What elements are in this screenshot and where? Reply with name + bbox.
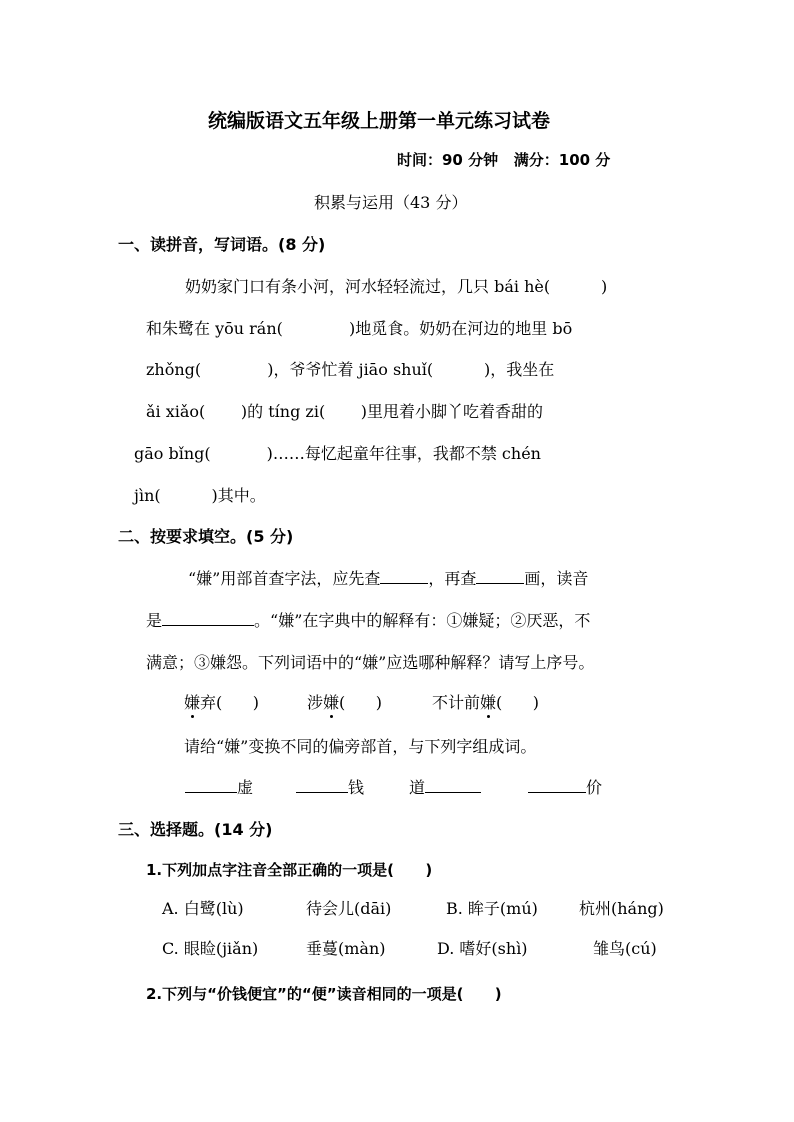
emphasis-char: 嫌 — [480, 690, 496, 713]
section1-heading: 一、读拼音，写词语。(8 分) — [118, 235, 326, 254]
section1-line: 奶奶家门口有条小河，河水轻轻流过，几只 bái hè( ) — [185, 277, 608, 296]
question-2: 2.下列与“价钱便宜”的“便”读音相同的一项是( ) — [146, 985, 502, 1003]
q1-option: 杭州(háng) — [579, 899, 664, 918]
section2-line1 — [188, 566, 588, 589]
q1-option: 雏鸟(cú) — [593, 939, 657, 958]
section2-line3: 满意；③嫌怨。下列词语中的“嫌”应选哪种解释？请写上序号。 — [146, 653, 595, 672]
exam-title: 统编版语文五年级上册第一单元练习试卷 — [208, 110, 551, 132]
answer-blank[interactable] — [528, 778, 586, 793]
word-rest: 弃( ) — [200, 693, 260, 712]
answer-blank[interactable] — [162, 611, 254, 626]
section2-line1-text: 画，读音 — [524, 569, 589, 588]
section2-line1-text: ，再查 — [428, 569, 477, 588]
answer-blank[interactable] — [380, 569, 428, 584]
section3-heading: 三、选择题。(14 分) — [118, 820, 273, 839]
section2-line2-text: 。“嫌”在字典中的解释有：①嫌疑；②厌恶，不 — [254, 611, 591, 630]
word-rest: 涉 — [307, 693, 324, 712]
section2-line2 — [146, 608, 590, 631]
section1-line: zhǒng( )，爷爷忙着 jiāo shuǐ( )，我坐在 — [146, 360, 555, 379]
section1-line: 和朱鹭在 yōu rán( )地觅食。奶奶在河边的地里 bō — [146, 319, 573, 338]
word-rest: 不计前 — [432, 693, 481, 712]
exam-meta: 时间：90 分钟 满分：100 分 — [397, 151, 611, 169]
compound-char: 道 — [409, 778, 426, 797]
emphasis-char: 嫌 — [184, 690, 200, 713]
compound-blank — [185, 775, 253, 798]
q1-option: 垂蔓(màn) — [306, 939, 386, 958]
section2-heading: 二、按要求填空。(5 分) — [118, 527, 294, 546]
section1-line: jìn( )其中。 — [134, 486, 266, 505]
q1-option: D. 嗜好(shì) — [437, 939, 528, 958]
answer-blank[interactable] — [185, 778, 237, 793]
q1-option: B. 眸子(mú) — [446, 899, 538, 918]
q1-option: C. 眼睑(jiǎn) — [162, 939, 259, 958]
compound-blank — [528, 775, 602, 798]
answer-blank[interactable] — [476, 569, 524, 584]
section2-word — [432, 690, 539, 713]
section2-line1-text: “嫌”用部首查字法，应先查 — [188, 569, 381, 588]
answer-blank[interactable] — [425, 778, 481, 793]
word-rest: ( ) — [496, 693, 540, 712]
compound-blank — [296, 775, 364, 798]
q1-option: 待会儿(dāi) — [306, 899, 392, 918]
section1-line: gāo bǐng( )……每忆起童年往事，我都不禁 chén — [134, 444, 541, 463]
compound-char: 虚 — [237, 778, 254, 797]
answer-blank[interactable] — [296, 778, 348, 793]
emphasis-char: 嫌 — [323, 690, 339, 713]
compound-char: 钱 — [348, 778, 365, 797]
word-rest: ( ) — [339, 693, 383, 712]
section2-word — [184, 690, 259, 713]
question-1: 1.下列加点字注音全部正确的一项是( ) — [146, 861, 433, 879]
q1-option: A. 白鹭(lù) — [162, 899, 244, 918]
part-title: 积累与运用（43 分） — [314, 193, 468, 212]
section2-line2-text: 是 — [146, 611, 163, 630]
section2-line5: 请给“嫌”变换不同的偏旁部首，与下列字组成词。 — [184, 737, 537, 756]
compound-char: 价 — [586, 778, 603, 797]
compound-blank — [409, 775, 481, 798]
section2-word — [307, 690, 382, 713]
section1-line: ǎi xiǎo( )的 tíng zi( )里甩着小脚丫吃着香甜的 — [146, 402, 544, 421]
